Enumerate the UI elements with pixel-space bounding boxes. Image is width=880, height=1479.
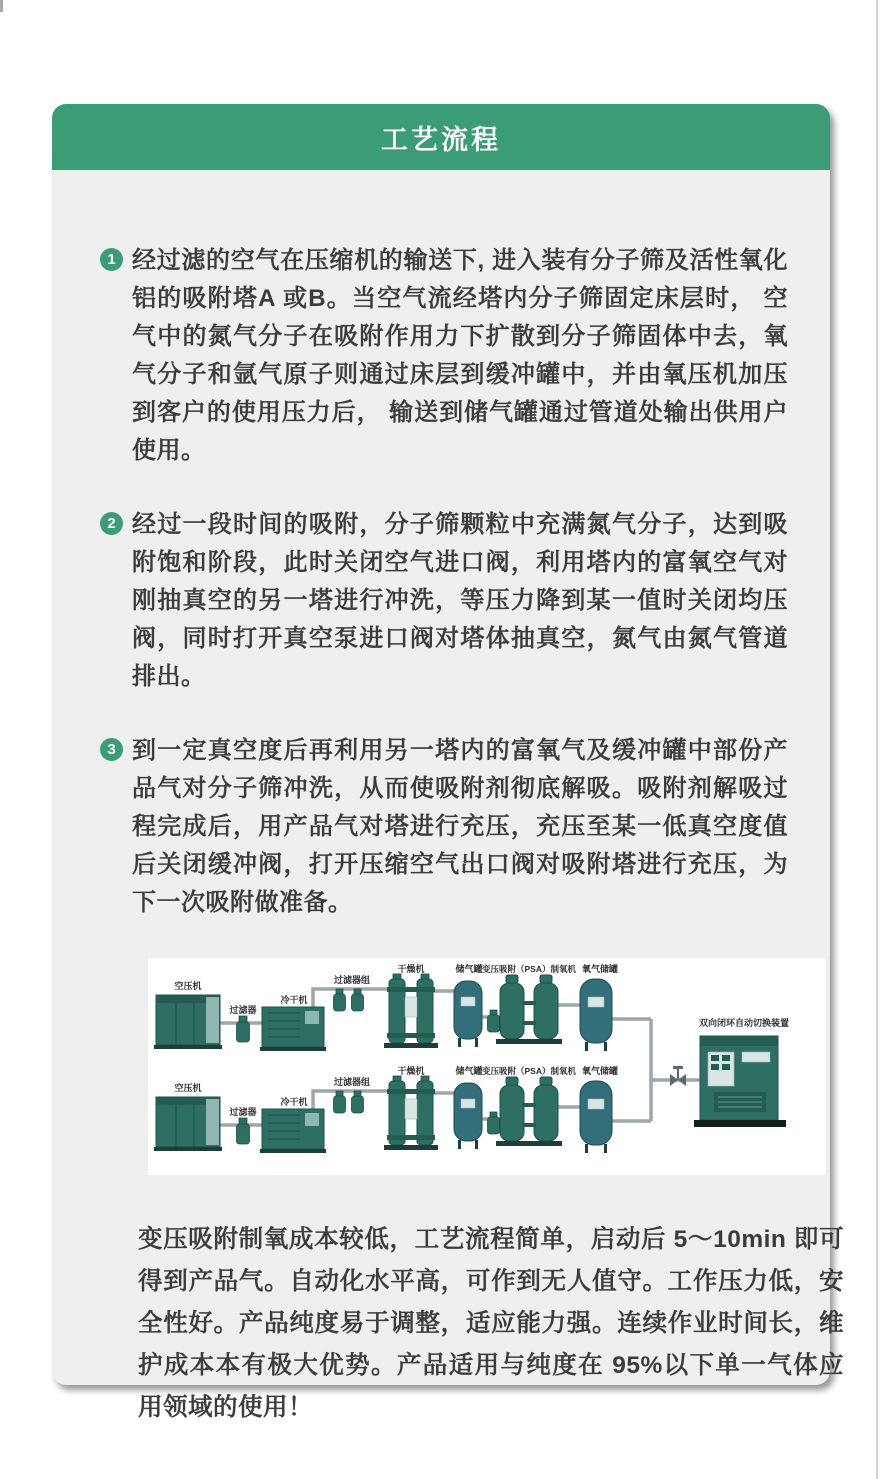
page-edge-right-line [876, 0, 878, 1479]
summary-paragraph: 变压吸附制氧成本较低，工艺流程简单，启动后 5～10min 即可得到产品气。自动化水平高，可作到无人值守。工作压力低，安全性好。产品纯度易于调整，适应能力强。连续作业时间长，维护成本本有极大优势。产品适用与纯度在 95%以下单一气体应用领域的使用！ [138, 1226, 844, 1421]
step-number-badge: 3 [100, 738, 123, 761]
equipment-label: 冷干机 [280, 1097, 308, 1107]
step-number-badge: 2 [100, 512, 123, 535]
step-item-1 [100, 242, 788, 470]
equipment-label: 过滤器 [229, 1005, 257, 1015]
filter-group [333, 1076, 370, 1113]
step-text: 经过滤的空气在压缩机的输送下, 进入装有分子筛及活性氧化铝的吸附塔A 或B。当空气流经塔内分子筛固定床层时， 空气中的氮气分子在吸附作用力下扩散到分子筛固体中去，氧气分子和氩气原子则通过床层到缓冲罐中，并由氧压机加压到客户的使用压力后， 输送到储气罐通过管道处输出供用户使用。 [132, 247, 788, 464]
equipment-label: 过滤器 [229, 1107, 257, 1117]
equipment-label: 氧气储罐 [581, 1066, 619, 1076]
step-list [52, 170, 844, 1429]
auto-switching-unit [694, 1017, 789, 1127]
valve-icon [678, 1074, 686, 1086]
equipment-label: 变压吸附（PSA）制氧机 [482, 1066, 576, 1076]
filter [488, 1010, 500, 1032]
refrigerated-dryer [260, 1096, 326, 1153]
step-text: 经过一段时间的吸附，分子筛颗粒中充满氮气分子，达到吸附饱和阶段，此时关闭空气进口阀，利用塔内的富氧空气对刚抽真空的另一塔进行冲洗，等压力降到某一值时关闭均压阀，同时打开真空泵进口阀对塔体抽真空，氮气由氮气管道排出。 [132, 511, 788, 690]
equipment-label: 空压机 [174, 981, 202, 991]
oxygen-tank [580, 963, 618, 1051]
page-edge-left-tick [0, 0, 3, 12]
valve-icon [670, 1074, 678, 1086]
equipment-label: 冷干机 [280, 995, 308, 1005]
process-card [52, 104, 844, 1421]
diagram-row-2 [154, 1065, 651, 1153]
diagram-row-1 [154, 963, 651, 1051]
unit-base [694, 1120, 786, 1127]
step-number-badge: 1 [100, 248, 123, 271]
oxygen-tank [580, 1065, 618, 1153]
valve-handle [673, 1066, 683, 1069]
card-header [52, 104, 830, 170]
equipment-label: 双向闭环自动切换装置 [698, 1018, 790, 1028]
air-compressor [154, 1082, 222, 1151]
equipment-label: 干燥机 [397, 964, 425, 974]
desiccant-dryer [384, 1065, 438, 1150]
filter-group [333, 974, 370, 1011]
step-text: 到一定真空度后再利用另一塔内的富氧气及缓冲罐中部份产品气对分子筛冲洗，从而使吸附剂彻底解吸。吸附剂解吸过程完成后，用产品气对塔进行充压，充压至某一低真空度值后关闭缓冲阀，打开压缩空气出口阀对吸附塔进行充压，为下一次吸附做准备。 [132, 737, 788, 916]
equipment-label: 干燥机 [397, 1066, 425, 1076]
equipment-label: 氧气储罐 [581, 964, 619, 974]
equipment-label: 过滤器组 [333, 1077, 371, 1087]
page-title: 工艺流程 [381, 124, 501, 155]
step-item-2 [100, 506, 788, 696]
equipment-label: 空压机 [174, 1083, 202, 1093]
join-piping [651, 1019, 700, 1121]
air-tank [454, 963, 483, 1047]
step-item-3 [100, 732, 788, 922]
equipment-label: 储气罐 [455, 964, 483, 974]
equipment-label: 过滤器组 [333, 975, 371, 985]
air-tank [454, 1065, 483, 1149]
equipment-label: 储气罐 [455, 1066, 483, 1076]
desiccant-dryer [384, 963, 438, 1048]
equipment-flow-diagram [148, 958, 826, 1175]
filter [488, 1112, 500, 1134]
equipment-label: 变压吸附（PSA）制氧机 [482, 964, 576, 974]
refrigerated-dryer [260, 994, 326, 1051]
flow-diagram-svg [148, 958, 826, 1175]
air-compressor [154, 980, 222, 1049]
